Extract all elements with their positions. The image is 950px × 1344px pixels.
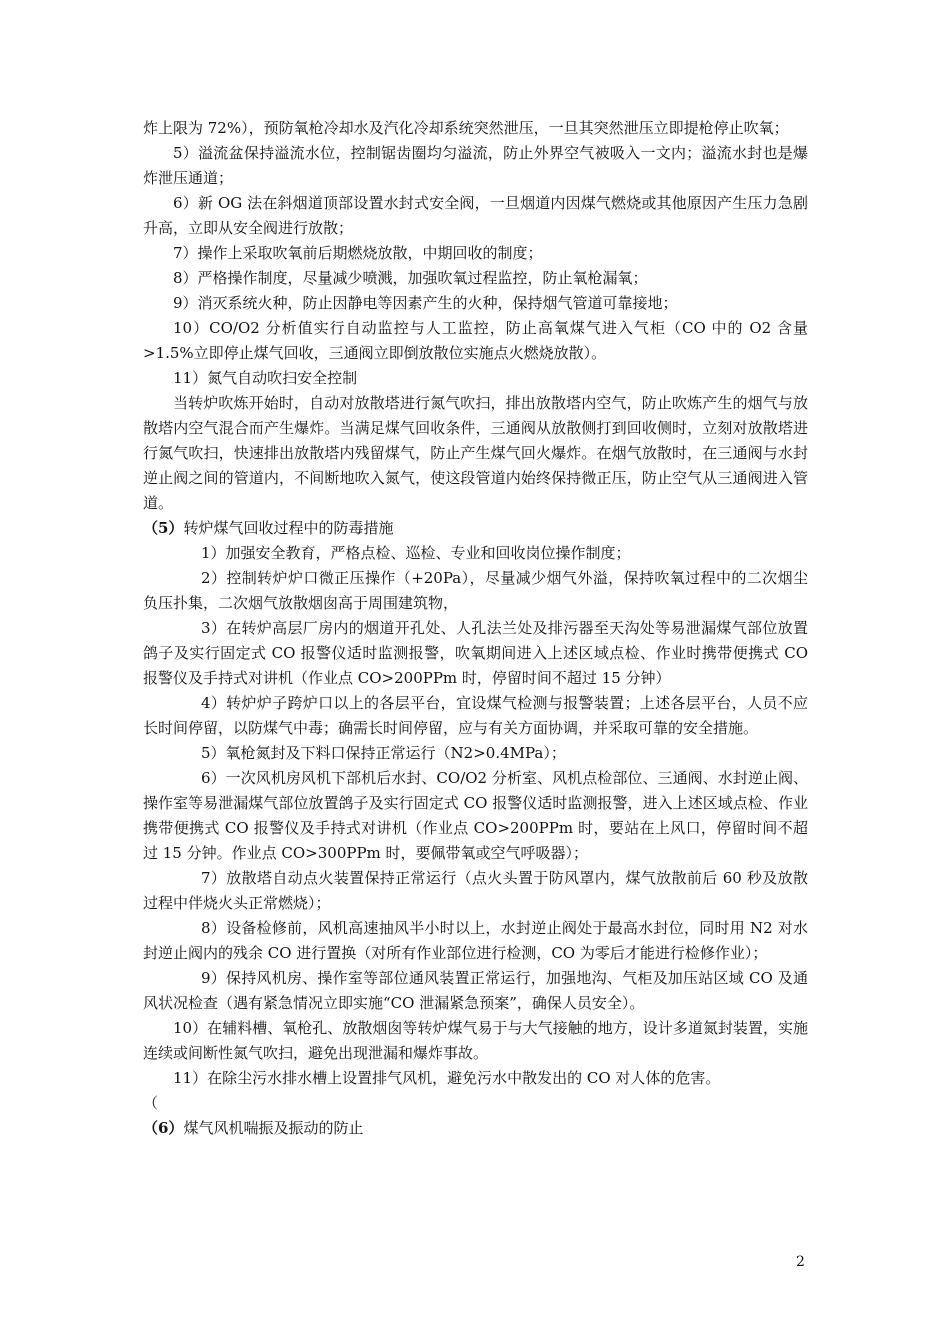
list-item: 3）在转炉高层厂房内的烟道开孔处、人孔法兰处及排污器至天沟处等易泄漏煤气部位放置鸽子及实行固定式 CO 报警仪适时监测报警，吹氧期间进入上述区域点检、作业时携带便携式 CO 报警仪及手持式对讲机（作业点 CO>200PPm 时，停留时间不超过 15 分钟） [143,619,808,687]
list-item: 6）新 OG 法在斜烟道顶部设置水封式安全阀，一旦烟道内因煤气燃烧或其他原因产生压力急剧升高，立即从安全阀进行放散； [143,194,808,237]
page-body [143,116,808,1141]
list-item: 9）消灭系统火种，防止因静电等因素产生的火种，保持烟气管道可靠接地； [173,294,678,312]
page-number: 2 [796,1254,805,1270]
list-item: 10）在辅料槽、氧枪孔、放散烟囱等转炉煤气易于与大气接触的地方，设计多道氮封装置，实施连续或间断性氮气吹扫，避免出现泄漏和爆炸事故。 [143,1019,808,1062]
list-item: 11）在除尘污水排水槽上设置排气风机，避免污水中散发出的 CO 对人体的危害。 [173,1069,721,1087]
list-item: 2）控制转炉炉口微正压操作（+20Pa），尽量减少烟气外溢，保持吹氧过程中的二次烟尘负压扑集，二次烟气放散烟囱高于周围建筑物， [143,569,808,612]
list-item: 5）氧枪氮封及下料口保持正常运行（N2>0.4MPa）； [201,744,566,762]
section-number: （5） [143,519,184,537]
section-number: （6） [143,1119,184,1137]
list-item: 5）溢流盆保持溢流水位，控制锯齿圈均匀溢流，防止外界空气被吸入一文内；溢流水封也是爆炸泄压通道； [143,144,808,187]
list-item: 1）加强安全教育，严格点检、巡检、专业和回收岗位操作制度； [201,544,631,562]
list-item: 4）转炉炉子跨炉口以上的各层平台，宜设煤气检测与报警装置；上述各层平台，人员不应长时间停留，以防煤气中毒；确需长时间停留，应与有关方面协调，并采取可靠的安全措施。 [143,694,808,737]
stray-paren: （ [143,1094,159,1112]
list-item: 7）放散塔自动点火装置保持正常运行（点火头置于防风罩内，煤气放散前后 60 秒及放散过程中伴烧火头正常燃烧）； [143,869,808,912]
section-title: 转炉煤气回收过程中的防毒措施 [183,519,394,537]
list-item: 6）一次风机房风机下部机后水封、CO/O2 分析室、风机点检部位、三通阀、水封逆止阀、操作室等易泄漏煤气部位放置鸽子及实行固定式 CO 报警仪适时监测报警，进入上述区域点检、作业携带便携式 CO 报警仪及手持式对讲机（作业点 CO>200PPm 时，要站在上风口，停留时间不超过 15 分钟。作业点 CO>300PPm 时，要佩带氧或空气呼吸器）； [143,769,808,862]
list-item: 10）CO/O2 分析值实行自动监控与人工监控，防止高氧煤气进入气柜（CO 中的 O2 含量>1.5%立即停止煤气回收，三通阀立即倒放散位实施点火燃烧放散）。 [143,319,808,362]
list-item: 9）保持风机房、操作室等部位通风装置正常运行，加强地沟、气柜及加压站区域 CO 及通风状况检查（遇有紧急情况立即实施“CO 泄漏紧急预案”，确保人员安全）。 [143,969,808,1012]
section-heading-6 [143,1116,808,1141]
list-item: 7）操作上采取吹氧前后期燃烧放散，中期回收的制度； [173,244,543,262]
list-item: 8）设备检修前，风机高速抽风半小时以上，水封逆止阀处于最高水封位，同时用 N2 对水封逆止阀内的残余 CO 进行置换（对所有作业部位进行检测，CO 为零后才能进行检修作业）； [143,919,808,962]
list-item: 11）氮气自动吹扫安全控制 [173,369,358,387]
list-item: 8）严格操作制度，尽量减少喷溅，加强吹氧过程监控，防止氧枪漏氧； [173,269,648,287]
section-title: 煤气风机喘振及振动的防止 [183,1119,364,1137]
paragraph: 当转炉吹炼开始时，自动对放散塔进行氮气吹扫，排出放散塔内空气，防止吹炼产生的烟气与放散塔内空气混合而产生爆炸。当满足煤气回收条件，三通阀从放散侧打到回收侧时，立刻对放散塔进行氮气吹扫，快速排出放散塔内残留煤气，防止产生煤气回火爆炸。在烟气放散时，在三通阀与水封逆止阀之间的管道内，不间断地吹入氮气，使这段管道内始终保持微正压，防止空气从三通阀进入管道。 [143,394,808,512]
section-heading-5 [143,516,808,541]
paragraph: 炸上限为 72%），预防氧枪冷却水及汽化冷却系统突然泄压，一旦其突然泄压立即提枪停止吹氧； [143,119,789,137]
